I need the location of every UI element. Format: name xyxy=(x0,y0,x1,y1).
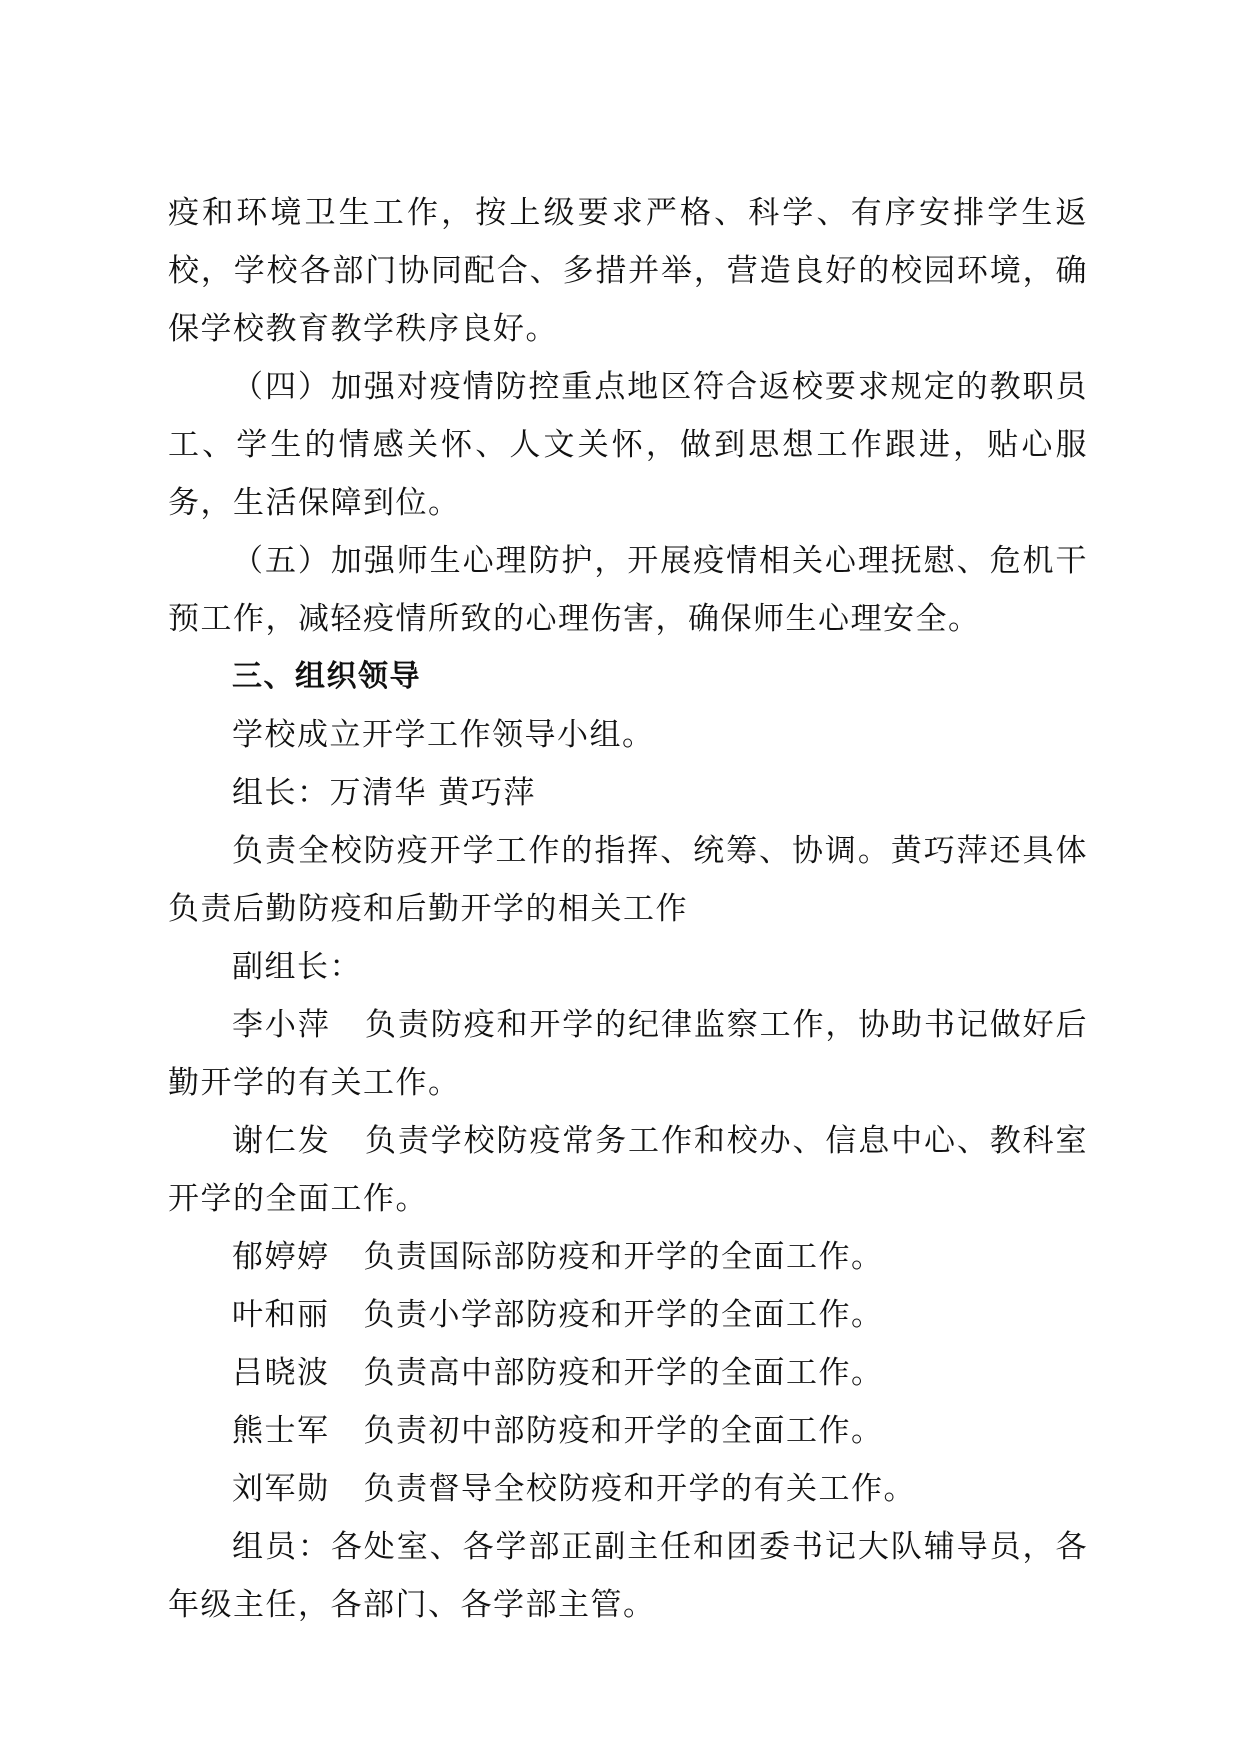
deputy-entry xyxy=(168,1402,1088,1460)
paragraph-group-members: 组员：各处室、各学部正副主任和团委书记大队辅导员，各年级主任，各部门、各学部主管。 xyxy=(168,1529,1088,1623)
paragraph-group-leaders: 组长：万清华 黄巧萍 xyxy=(232,775,536,811)
document-body xyxy=(168,184,1088,1634)
deputy-name: 郁婷婷 xyxy=(232,1239,330,1275)
deputy-name: 刘军勋 xyxy=(232,1471,330,1507)
deputy-duty: 负责初中部防疫和开学的全面工作。 xyxy=(363,1413,884,1449)
deputy-entry xyxy=(168,996,1088,1112)
paragraph-item-four: （四）加强对疫情防控重点地区符合返校要求规定的教职员工、学生的情感关怀、人文关怀，做到思想工作跟进，贴心服务，生活保障到位。 xyxy=(168,369,1088,521)
deputy-name: 叶和丽 xyxy=(232,1297,330,1333)
deputy-duty: 负责督导全校防疫和开学的有关工作。 xyxy=(363,1471,916,1507)
paragraph-leader-duty: 负责全校防疫开学工作的指挥、统筹、协调。黄巧萍还具体负责后勤防疫和后勤开学的相关工作 xyxy=(168,833,1088,927)
deputy-duty: 负责学校防疫常务工作和校办、信息中心、教科室开学的全面工作。 xyxy=(168,1123,1088,1217)
deputy-entry xyxy=(168,1460,1088,1518)
deputy-duty: 负责小学部防疫和开学的全面工作。 xyxy=(363,1297,884,1333)
paragraph-group-intro: 学校成立开学工作领导小组。 xyxy=(232,717,655,753)
deputy-duty: 负责防疫和开学的纪律监察工作，协助书记做好后勤开学的有关工作。 xyxy=(168,1007,1088,1101)
paragraph-item-five: （五）加强师生心理防护，开展疫情相关心理抚慰、危机干预工作，减轻疫情所致的心理伤害，确保师生心理安全。 xyxy=(168,543,1088,637)
deputy-duty: 负责国际部防疫和开学的全面工作。 xyxy=(363,1239,884,1275)
deputy-entry xyxy=(168,1228,1088,1286)
deputy-name: 熊士军 xyxy=(232,1413,330,1449)
paragraph-deputy-label: 副组长： xyxy=(232,949,362,985)
deputy-entry xyxy=(168,1286,1088,1344)
paragraph-epidemic-environment: 疫和环境卫生工作，按上级要求严格、科学、有序安排学生返校，学校各部门协同配合、多措并举，营造良好的校园环境，确保学校教育教学秩序良好。 xyxy=(168,195,1088,347)
deputy-name: 谢仁发 xyxy=(232,1123,331,1159)
deputy-entry xyxy=(168,1344,1088,1402)
deputy-entry xyxy=(168,1112,1088,1228)
deputy-name: 李小萍 xyxy=(232,1007,331,1043)
section-heading-organization: 三、组织领导 xyxy=(232,659,421,694)
deputy-duty: 负责高中部防疫和开学的全面工作。 xyxy=(363,1355,884,1391)
deputy-name: 吕晓波 xyxy=(232,1355,330,1391)
